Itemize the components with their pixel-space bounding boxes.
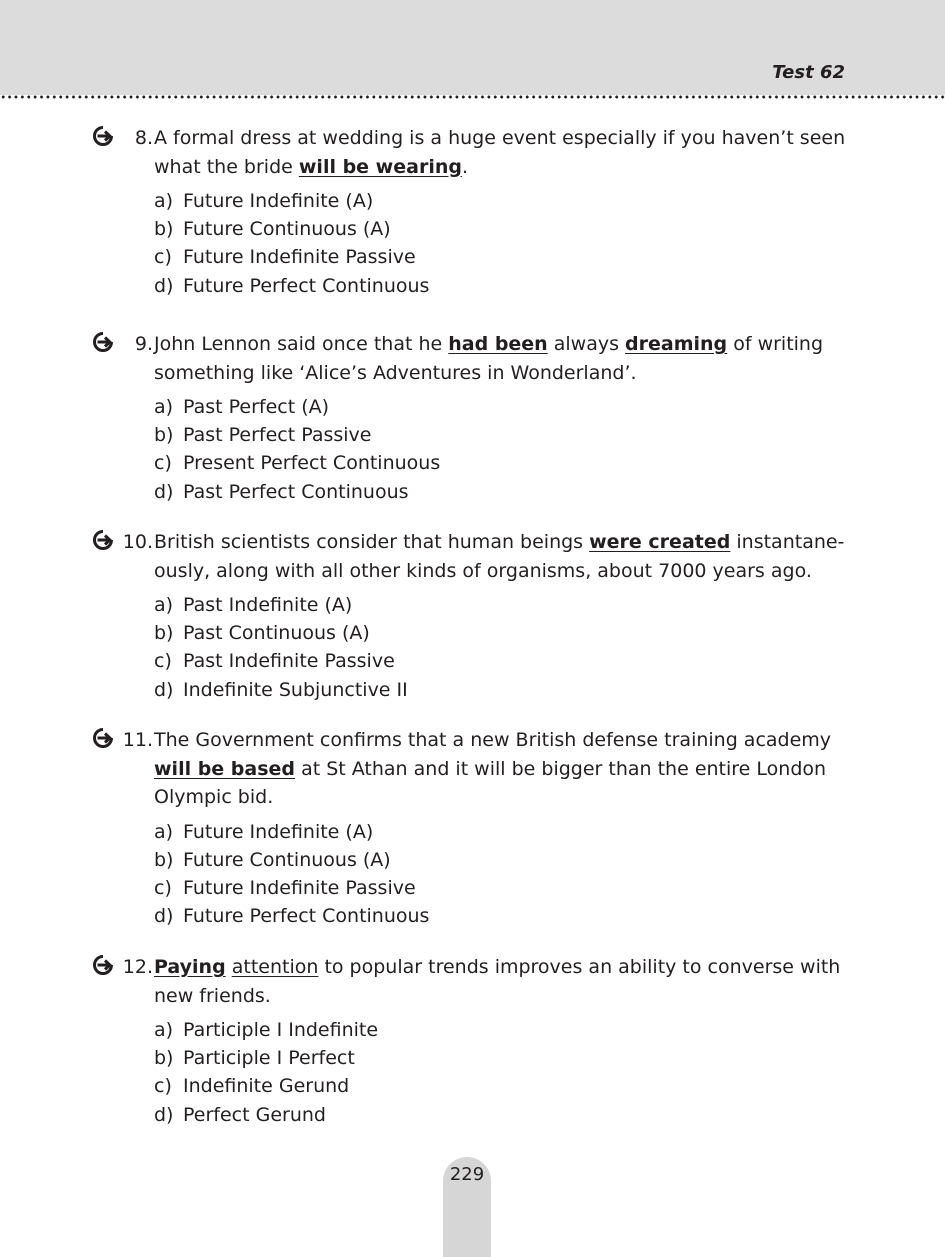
option-letter: a) [154, 820, 174, 843]
answer-option [154, 647, 846, 675]
option-letter: c) [154, 876, 172, 899]
option-list [154, 818, 846, 931]
highlighted-phrase: will be based [154, 757, 296, 780]
answer-option [154, 421, 846, 449]
option-letter: d) [154, 274, 174, 297]
option-list [154, 187, 846, 300]
stem-text: instantane-ously, along with all other kinds of organisms, about 7000 years ago. [154, 531, 845, 582]
option-text: Indefinite Subjunctive II [183, 678, 408, 701]
option-text: Future Continuous (A) [183, 848, 391, 871]
arrow-circle-icon [92, 954, 114, 976]
option-list [154, 1016, 846, 1129]
answer-option [154, 187, 846, 215]
stem-text: John Lennon said once that he [154, 333, 449, 355]
option-letter: d) [154, 678, 174, 701]
answer-option [154, 449, 846, 477]
stem-text: . [461, 155, 468, 178]
option-letter: d) [154, 905, 174, 928]
answer-option [154, 874, 846, 902]
option-letter: c) [154, 1075, 172, 1098]
question-stem [154, 528, 846, 585]
option-letter: c) [154, 246, 172, 269]
stem-text: at St Athan and it will be bigger than the entire London Olympic bid. [154, 757, 827, 808]
question-number: 8. [134, 127, 153, 149]
highlighted-phrase: Paying [154, 956, 226, 978]
question-stem [154, 953, 846, 1010]
option-text: Participle I Perfect [183, 1047, 355, 1070]
underlined-phrase: attention [231, 956, 319, 978]
option-letter: b) [154, 218, 174, 241]
option-text: Future Perfect Continuous [183, 905, 430, 928]
option-text: Past Perfect (A) [183, 396, 330, 418]
option-letter: b) [154, 424, 174, 447]
option-list [154, 393, 846, 506]
option-text: Future Continuous (A) [183, 218, 391, 241]
question-stem [154, 726, 846, 812]
answer-option [154, 1044, 846, 1072]
option-letter: b) [154, 622, 174, 645]
answer-option [154, 1101, 846, 1129]
question-number: 9. [134, 333, 153, 355]
option-text: Present Perfect Continuous [183, 452, 441, 475]
option-text: Past Perfect Passive [183, 424, 372, 447]
highlighted-phrase: will be wearing [298, 155, 462, 178]
stem-text: A formal dress at wedding is a huge event especially if you haven’t seen what the bride [154, 127, 846, 178]
answer-option [154, 478, 846, 506]
option-letter: c) [154, 650, 172, 673]
arrow-circle-icon [92, 529, 114, 551]
option-text: Future Indefinite (A) [183, 820, 374, 843]
question-number: 11. [122, 729, 153, 751]
answer-option [154, 902, 846, 930]
option-letter: a) [154, 594, 174, 616]
dotted-divider [0, 94, 945, 100]
option-text: Future Indefinite Passive [183, 246, 416, 269]
option-text: Past Indefinite (A) [183, 594, 353, 616]
arrow-circle-icon [92, 125, 114, 147]
stem-text: The Government confirms that a new British defense training academy [154, 729, 832, 751]
arrow-circle-icon [92, 727, 114, 749]
option-text: Future Indefinite Passive [183, 876, 416, 899]
stem-text: of writing something like ‘Alice’s Adventures in Wonderland’. [154, 333, 824, 384]
answer-option [154, 272, 846, 300]
option-letter: d) [154, 1103, 174, 1126]
stem-text: always [547, 333, 626, 355]
answer-option [154, 393, 846, 421]
answer-option [154, 818, 846, 846]
option-text: Participle I Indefinite [183, 1019, 379, 1041]
option-letter: a) [154, 1019, 174, 1041]
test-label: Test 62 [772, 62, 845, 83]
option-text: Past Continuous (A) [183, 622, 370, 645]
option-letter: d) [154, 480, 174, 503]
option-letter: b) [154, 848, 174, 871]
highlighted-phrase: dreaming [625, 333, 728, 355]
answer-option [154, 243, 846, 271]
option-text: Past Perfect Continuous [183, 480, 409, 503]
question-stem [154, 330, 846, 387]
answer-option [154, 619, 846, 647]
highlighted-phrase: had been [448, 333, 548, 355]
question-number: 12. [122, 956, 153, 978]
answer-option [154, 846, 846, 874]
option-list [154, 591, 846, 704]
option-text: Future Perfect Continuous [183, 274, 430, 297]
answer-option [154, 591, 846, 619]
option-text: Perfect Gerund [183, 1103, 326, 1126]
answer-option [154, 1016, 846, 1044]
option-text: Future Indefinite (A) [183, 190, 374, 212]
option-letter: a) [154, 396, 174, 418]
answer-option [154, 676, 846, 704]
option-letter: a) [154, 190, 174, 212]
question-number: 10. [122, 531, 153, 553]
page-number: 229 [449, 1164, 485, 1185]
stem-text: British scientists consider that human beings [154, 531, 590, 553]
option-letter: c) [154, 452, 172, 475]
question-stem [154, 124, 846, 181]
option-letter: b) [154, 1047, 174, 1070]
answer-option [154, 1072, 846, 1100]
highlighted-phrase: were created [589, 531, 731, 553]
answer-option [154, 215, 846, 243]
arrow-circle-icon [92, 331, 114, 353]
option-text: Indefinite Gerund [183, 1075, 350, 1098]
stem-text: to popular trends improves an ability to converse with new friends. [154, 956, 841, 1007]
option-text: Past Indefinite Passive [183, 650, 395, 673]
